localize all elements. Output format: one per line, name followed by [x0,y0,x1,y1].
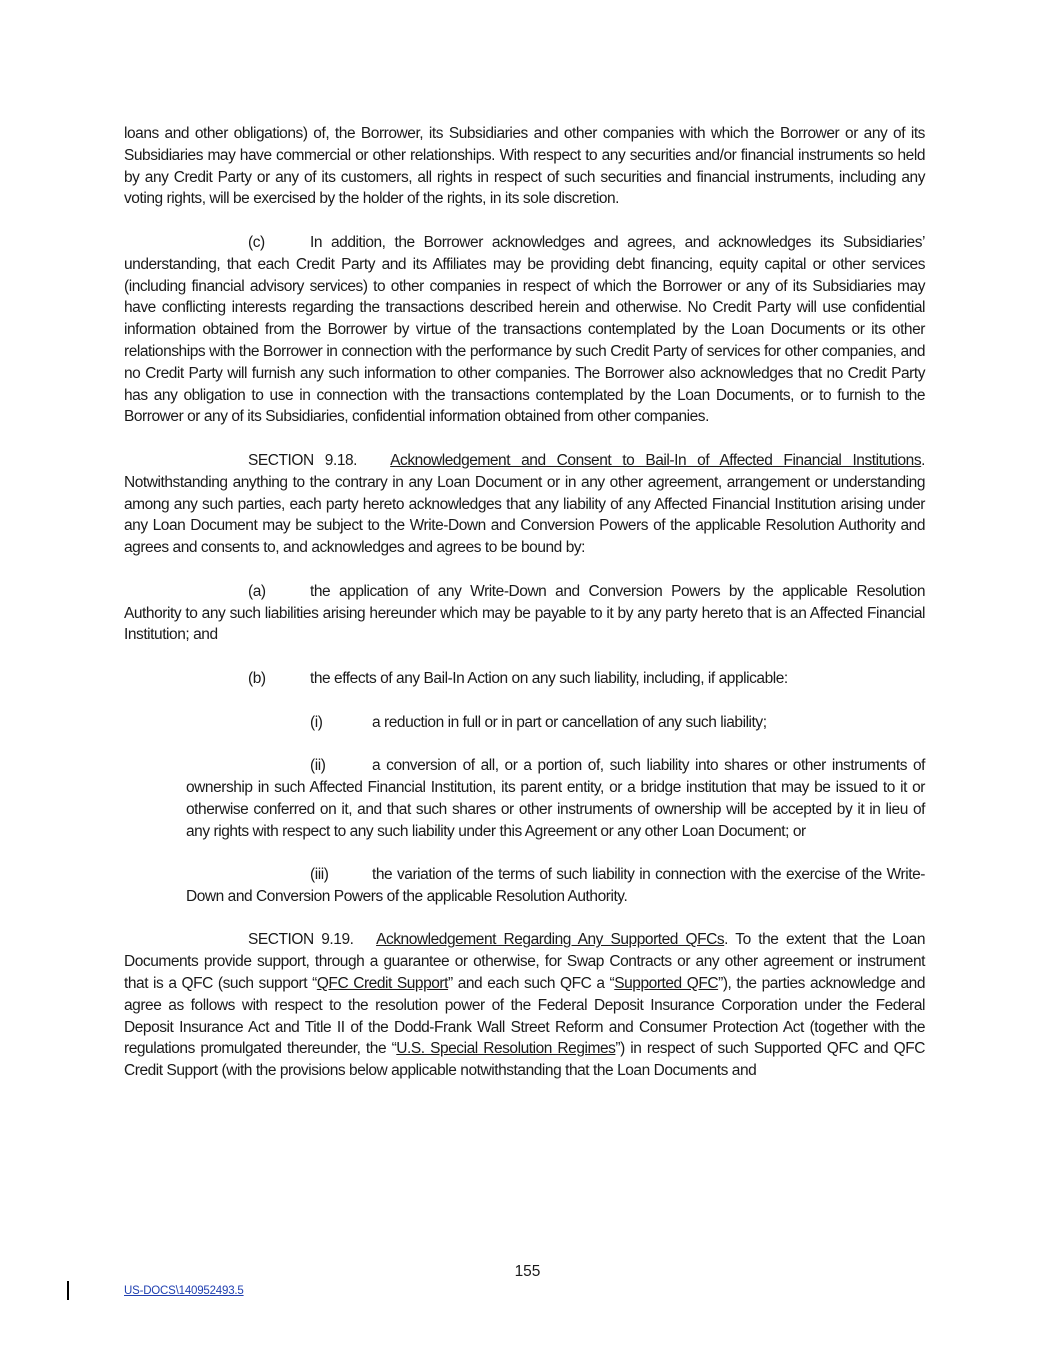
clause-b [248,668,925,690]
clause-ii-number: (ii) [310,757,326,775]
section-9-18-label: SECTION 9.18. [248,451,358,469]
clause-c-number: (c) [248,233,265,251]
clause-iii [186,864,925,908]
section-9-19 [124,929,925,1082]
section-9-18-text: . Notwithstanding anything to the contrary in any Loan Document or in any other agreement, arrangement or understanding among any such parties, each party hereto acknowledges that any liability of any Affected Financial Institution arising under any Loan Document may be subject to the Write-Down and Conversion Powers of the applicable Resolution Authority and agrees and consents to, and acknowledges and agrees to be bound by: [124,451,926,557]
revision-bar [67,1281,69,1300]
clause-c-text: In addition, the Borrower acknowledges and agrees, and acknowledges its Subsidiaries’ understanding, that each Credit Party and its Affiliates may be providing debt financing, equity capital or other services (including financial advisory services) to other companies in respect of which the Borrower or any of its Subsidiaries may have conflicting interests regarding the transactions described herein and otherwise. No Credit Party will use confidential information obtained from the Borrower by virtue of the transactions contemplated by the Loan Documents or its other relationships with the Borrower in connection with the performance by such Credit Party of services for other companies, and no Credit Party will furnish any such information to other companies. The Borrower also acknowledges that no Credit Party has any obligation to use in connection with the transactions contemplated by the Loan Documents, or to furnish to the Borrower or any of its Subsidiaries, confidential information obtained from other companies. [124,233,925,426]
clause-b-number: (b) [248,669,266,687]
defined-term-us-special-resolution-regimes: U.S. Special Resolution Regimes [396,1040,616,1058]
clause-a-text: the application of any Write-Down and Conversion Powers by the applicable Resolution Authority to any such liabilities arising hereunder which may be payable to it by any party hereto that is an Affected Financial Institution; and [124,582,925,644]
section-9-18 [124,450,925,559]
document-body [124,123,925,1082]
clause-i-number: (i) [310,713,323,731]
defined-term-supported-qfc: Supported QFC [614,975,719,993]
clause-i-text: a reduction in full or in part or cancellation of any such liability; [372,713,767,731]
clause-a-number: (a) [248,582,266,600]
clause-ii-text: a conversion of all, or a portion of, such liability into shares or other instruments of ownership in such Affected Financial Institution, its parent entity, or a bridge institution that may be issued to it or otherwise conferred on it, and that such shares or other instruments of ownership will be accepted by it in lieu of any rights with respect to any such liability under this Agreement or any other Loan Document; or [186,757,925,840]
page-number: 155 [514,1263,541,1280]
clause-a [124,581,925,646]
section-9-19-label: SECTION 9.19. [248,931,354,949]
clause-b-text: the effects of any Bail-In Action on any such liability, including, if applicable: [310,669,788,687]
section-9-19-text-2: ” and each such QFC a “ [448,975,615,993]
clause-ii [186,755,925,842]
clause-c [124,232,925,428]
section-9-19-text-3: ”), the parties acknowledge and agree as follows with respect to the resolution power of the Federal Deposit Insurance Corporation under the Federal Deposit Insurance Act and Title II of the Dodd-Frank Wall Street Reform and Consumer Protection Act (together with the regulations promulgated thereunder, the “ [124,975,926,1058]
section-9-19-heading: Acknowledgement Regarding Any Supported QFCs [376,931,725,949]
clause-iii-number: (iii) [310,866,329,884]
section-9-19-text-1: . To the extent that the Loan Documents provide support, through a guarantee or otherwise, for Swap Contracts or any other agreement or instrument that is a QFC (such support “ [124,931,925,993]
paragraph-continuation: loans and other obligations) of, the Borrower, its Subsidiaries and other companies with which the Borrower or any of its Subsidiaries may have commercial or other relationships. With respect to any securities and/or financial instruments so held by any Credit Party or any of its customers, all rights in respect of such securities and financial instruments, including any voting rights, will be exercised by the holder of the rights, in its sole discretion. [124,125,925,208]
document-id-link[interactable]: US-DOCS\140952493.5 [124,1285,244,1297]
defined-term-qfc-credit-support: QFC Credit Support [316,975,448,993]
clause-i [310,712,925,734]
section-9-19-text-4: ”) in respect of such Supported QFC and QFC Credit Support (with the provisions below applicable notwithstanding that the Loan Documents and [124,1040,925,1080]
section-9-18-heading: Acknowledgement and Consent to Bail-In of Affected Financial Institutions [390,451,922,469]
clause-iii-text: the variation of the terms of such liability in connection with the exercise of the Write-Down and Conversion Powers of the applicable Resolution Authority. [186,866,925,905]
